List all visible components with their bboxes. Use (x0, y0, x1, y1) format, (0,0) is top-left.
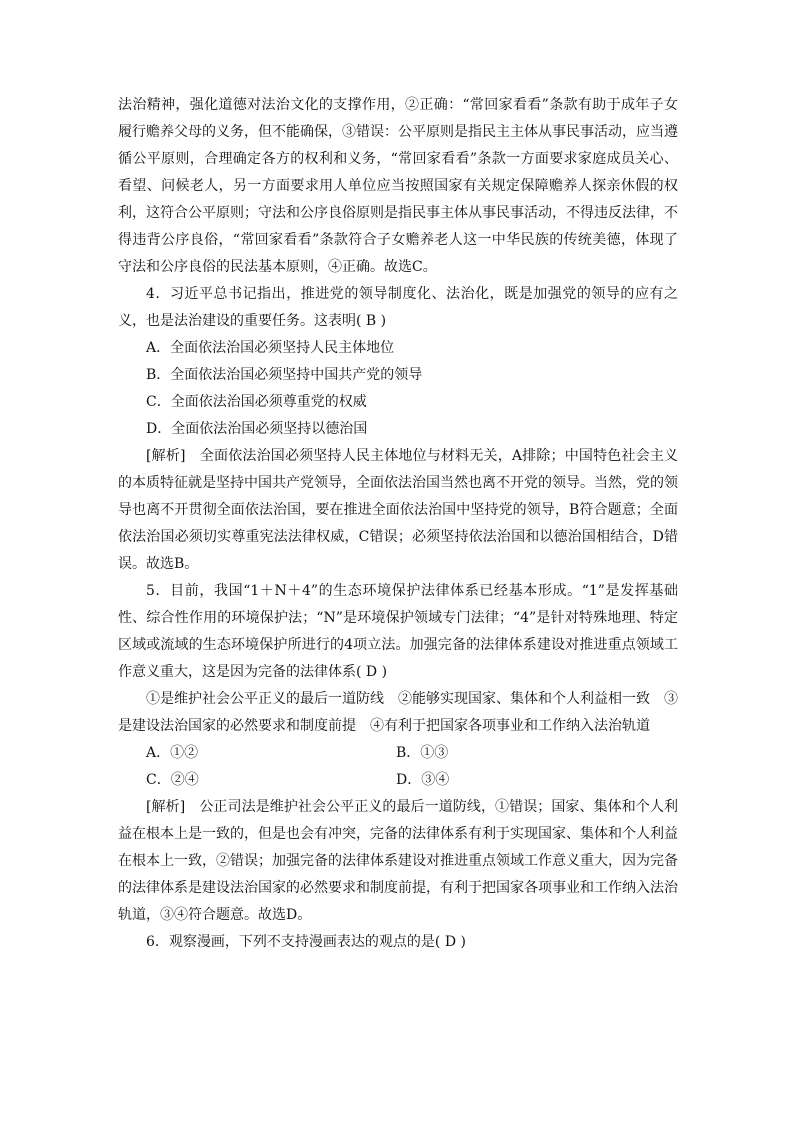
document-body (118, 92, 678, 956)
question-5-option-b: B．①③ (396, 745, 449, 761)
question-5-statements: ①是维护社会公平正义的最后一道防线 ②能够实现国家、集体和个人利益相一致 ③是建设法治国家的必然要求和制度前提 ④有利于把国家各项事业和工作纳入法治轨道 (118, 691, 678, 734)
question-4-analysis-text: 全面依法治国必须坚持人民主体地位与材料无关，A排除；中国特色社会主义的本质特征就是坚持中国共产党领导，全面依法治国当然也离不开党的领导。当然，党的领导也离不开贯彻全面依法治国，要在推进全面依法治国中坚持党的领导，B符合题意；全面依法治国必须切实尊重宪法法律权威，C错误；必须坚持依法治国和以德治国相结合，D错误。故选B。 (118, 448, 679, 572)
question-5-option-d: D．③④ (396, 772, 450, 788)
question-5-analysis (118, 794, 678, 929)
question-5-stem: 5．目前，我国“1＋N＋4”的生态环境保护法律体系已经基本形成。“1”是发挥基础性、综合性作用的环境保护法；“N”是环境保护领域专门法律；“4”是针对特殊地理、特定区域或流域的生态环境保护所进行的4项立法。加强完备的法律体系建设对推进重点领域工作意义重大，这是因为完备的法律体系( D ) (118, 583, 678, 680)
question-4-option-d: D．全面依法治国必须坚持以德治国 (146, 421, 368, 437)
analysis-tag: [解析] (146, 799, 186, 815)
question-4-option-a: A．全面依法治国必须坚持人民主体地位 (146, 340, 395, 356)
question-4-analysis (118, 443, 678, 578)
question-6-stem: 6．观察漫画，下列不支持漫画表达的观点的是( D ) (146, 934, 466, 950)
question-5-option-c: C．②④ (146, 772, 199, 788)
question-5-analysis-text: 公正司法是维护社会公平正义的最后一道防线，①错误；国家、集体和个人利益在根本上是一致的，但是也会有冲突，完备的法律体系有利于实现国家、集体和个人利益在根本上一致，②错误；加强完备的法律体系建设对推进重点领域工作意义重大，因为完备的法律体系是建设法治国家的必然要求和制度前提，有利于把国家各项事业和工作纳入法治轨道，③④符合题意。故选D。 (118, 799, 679, 923)
question-5-options-row-1 (118, 740, 678, 767)
intro-paragraph: 法治精神，强化道德对法治文化的支撑作用，②正确：“常回家看看”条款有助于成年子女履行赡养父母的义务，但不能确保，③错误：公平原则是指民主主体从事民事活动，应当遵循公平原则，合理确定各方的权利和义务，“常回家看看”条款一方面要求家庭成员关心、看望、问候老人，另一方面要求用人单位应当按照国家有关规定保障赡养人探亲休假的权利，这符合公平原则；守法和公序良俗原则是指民事主体从事民事活动，不得违反法律，不得违背公序良俗，“常回家看看”条款符合子女赡养老人这一中华民族的传统美德，体现了守法和公序良俗的民法基本原则，④正确。故选C。 (118, 97, 678, 275)
analysis-tag: [解析] (146, 448, 186, 464)
question-4-stem: 4．习近平总书记指出，推进党的领导制度化、法治化，既是加强党的领导的应有之义，也是法治建设的重要任务。这表明( B ) (118, 286, 678, 329)
question-4-option-c: C．全面依法治国必须尊重党的权威 (146, 394, 367, 410)
question-4-option-b: B．全面依法治国必须坚持中国共产党的领导 (146, 367, 423, 383)
question-5-option-a: A．①② (146, 745, 199, 761)
question-5-options-row-2 (118, 767, 678, 794)
